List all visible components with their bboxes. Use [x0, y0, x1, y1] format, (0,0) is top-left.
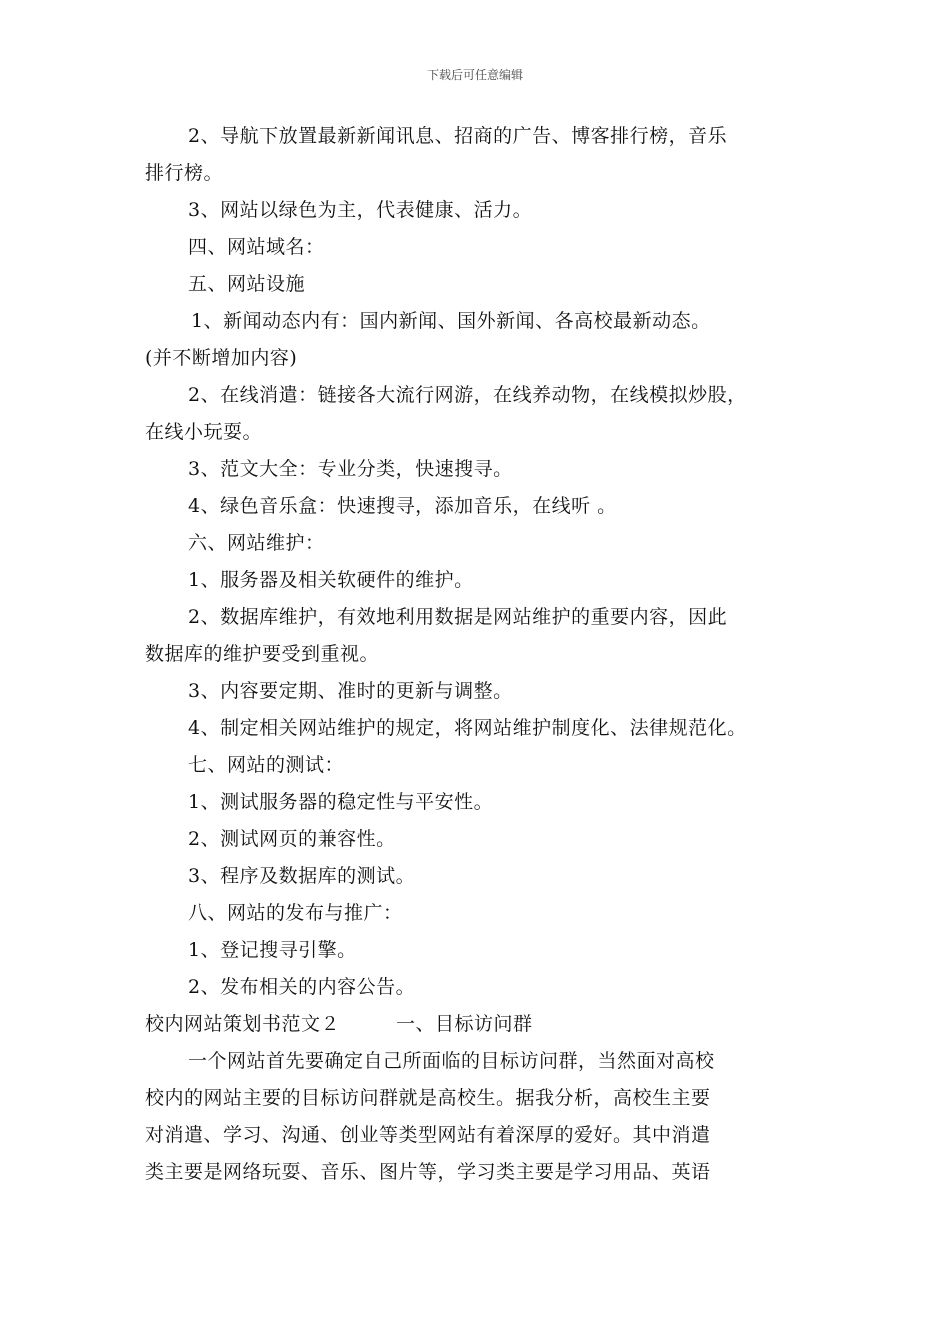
- text-line: 1、服务器及相关软硬件的维护。: [188, 569, 474, 591]
- text-line: 2、测试网页的兼容性。: [188, 828, 396, 850]
- text-line: 2、在线消遣：链接各大流行网游，在线养动物，在线模拟炒股，: [188, 384, 747, 406]
- paragraph-group-2: [145, 1043, 825, 1191]
- text-line: 在线小玩耍。: [145, 421, 263, 443]
- text-line: 一个网站首先要确定自己所面临的目标访问群，当然面对高校: [188, 1050, 715, 1072]
- text-line: 3、程序及数据库的测试。: [188, 865, 416, 887]
- text-line: 六、网站维护：: [188, 532, 325, 554]
- text-line: 五、网站设施: [188, 273, 306, 295]
- section-title: 校内网站策划书范文２: [145, 1013, 341, 1035]
- text-line: 3、内容要定期、准时的更新与调整。: [188, 680, 513, 702]
- text-line: 1、测试服务器的稳定性与平安性。: [188, 791, 494, 813]
- text-line: 校内的网站主要的目标访问群就是高校生。据我分析，高校生主要: [145, 1087, 711, 1109]
- text-line: 四、网站域名：: [188, 236, 325, 258]
- section-subtitle: 一、目标访问群: [396, 1013, 533, 1035]
- document-body: [145, 118, 825, 1191]
- section-heading: [145, 1006, 825, 1043]
- text-line: 3、范文大全：专业分类，快速搜寻。: [188, 458, 513, 480]
- text-line: 数据库的维护要受到重视。: [145, 643, 380, 665]
- text-line: 对消遣、学习、沟通、创业等类型网站有着深厚的爱好。其中消遣: [145, 1124, 711, 1146]
- text-line: 1、登记搜寻引擎。: [188, 939, 357, 961]
- text-line: 七、网站的测试：: [188, 754, 345, 776]
- text-line: 2、导航下放置最新新闻讯息、招商的广告、博客排行榜，音乐: [188, 125, 728, 147]
- text-line: 2、发布相关的内容公告。: [188, 976, 416, 998]
- text-line: 八、网站的发布与推广：: [188, 902, 403, 924]
- text-line: 1、新闻动态内有：国内新闻、国外新闻、各高校最新动态。: [191, 310, 711, 332]
- text-line: (并不断增加内容): [145, 347, 298, 369]
- text-line: 排行榜。: [145, 162, 224, 184]
- text-line: 4、绿色音乐盒：快速搜寻，添加音乐，在线听 。: [188, 495, 617, 517]
- text-line: 2、数据库维护，有效地利用数据是网站维护的重要内容，因此: [188, 606, 728, 628]
- text-line: 类主要是网络玩耍、音乐、图片等，学习类主要是学习用品、英语: [145, 1161, 711, 1183]
- text-line: 4、制定相关网站维护的规定，将网站维护制度化、法律规范化。: [188, 717, 747, 739]
- paragraph-group-1: [145, 118, 825, 1006]
- text-line: 3、网站以绿色为主，代表健康、活力。: [188, 199, 533, 221]
- page-header: 下载后可任意编辑: [426, 68, 523, 82]
